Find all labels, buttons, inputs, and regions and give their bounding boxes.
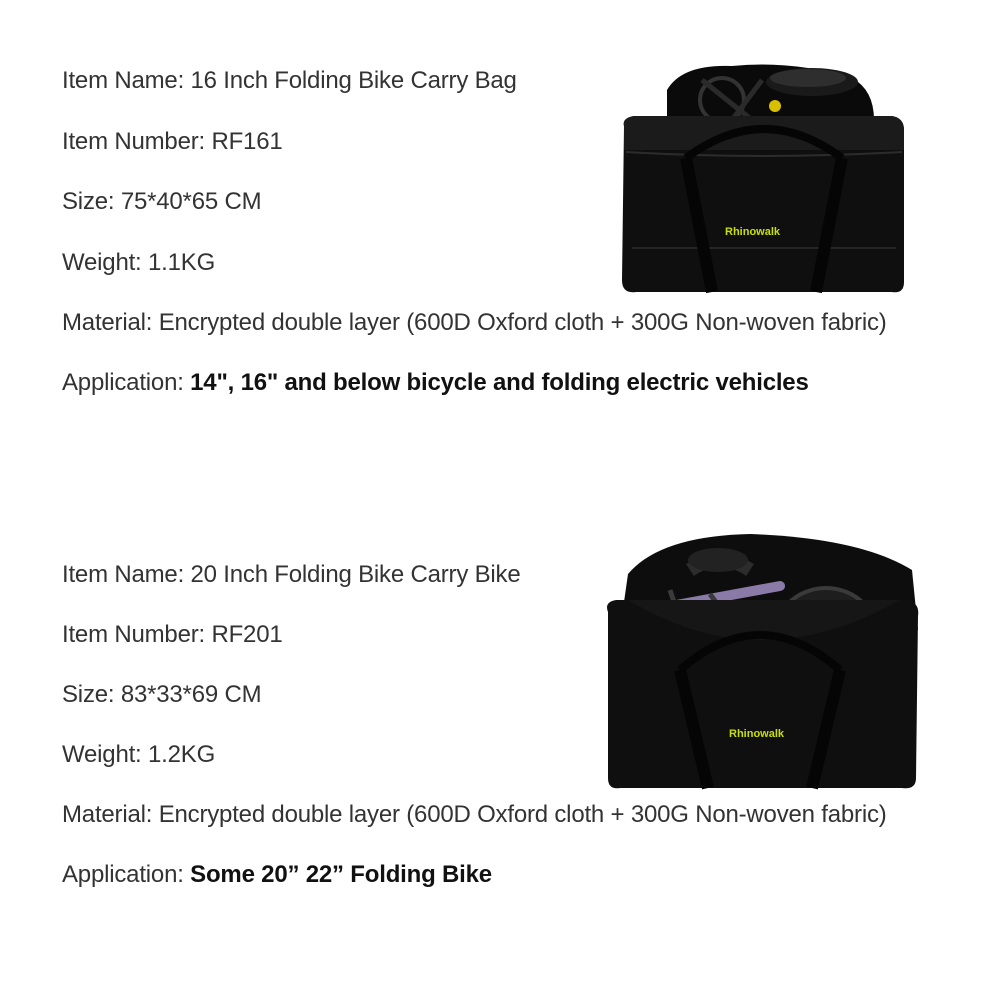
size-value: 75*40*65 CM: [120, 188, 262, 215]
material-label: Material:: [62, 309, 153, 336]
material-value: Encrypted double layer (600D Oxford cloth + 300G Non-woven fabric): [158, 309, 887, 336]
item-name-row: [62, 560, 520, 590]
item-number-label: Item Number:: [62, 621, 205, 648]
item-name-value: 16 Inch Folding Bike Carry Bag: [190, 67, 517, 94]
item-name-label: Item Name:: [62, 67, 185, 94]
item-name-row: [62, 66, 517, 96]
item-number-value: RF161: [211, 128, 283, 155]
item-name-label: Item Name:: [62, 561, 185, 588]
size-row: [62, 187, 261, 217]
material-label: Material:: [62, 801, 153, 828]
application-row: [62, 860, 492, 890]
item-name-value: 20 Inch Folding Bike Carry Bike: [190, 561, 521, 588]
brand-logo: Rhinowalk: [729, 728, 785, 740]
size-value: 83*33*69 CM: [120, 681, 262, 708]
item-number-label: Item Number:: [62, 128, 205, 155]
application-label: Application:: [62, 369, 184, 396]
size-row: [62, 680, 261, 710]
product-section-rf201: [0, 500, 1001, 980]
application-value: Some 20” 22” Folding Bike: [190, 861, 492, 888]
item-number-value: RF201: [211, 621, 283, 648]
weight-value: 1.2KG: [148, 741, 216, 768]
material-value: Encrypted double layer (600D Oxford cloth + 300G Non-woven fabric): [158, 801, 887, 828]
weight-value: 1.1KG: [148, 249, 216, 276]
application-value: 14", 16" and below bicycle and folding electric vehicles: [190, 369, 809, 396]
material-row: [62, 308, 887, 338]
weight-row: [62, 248, 215, 278]
bag-image-16-inch: [612, 60, 908, 296]
bag-image-20-inch: [600, 530, 922, 792]
application-row: [62, 368, 809, 398]
size-label: Size:: [62, 188, 115, 215]
weight-row: [62, 740, 215, 770]
size-label: Size:: [62, 681, 115, 708]
brand-logo: Rhinowalk: [725, 226, 781, 238]
material-row: [62, 800, 887, 830]
weight-label: Weight:: [62, 249, 142, 276]
weight-label: Weight:: [62, 741, 142, 768]
application-label: Application:: [62, 861, 184, 888]
item-number-row: [62, 127, 283, 157]
product-section-rf161: [0, 0, 1001, 480]
item-number-row: [62, 620, 283, 650]
